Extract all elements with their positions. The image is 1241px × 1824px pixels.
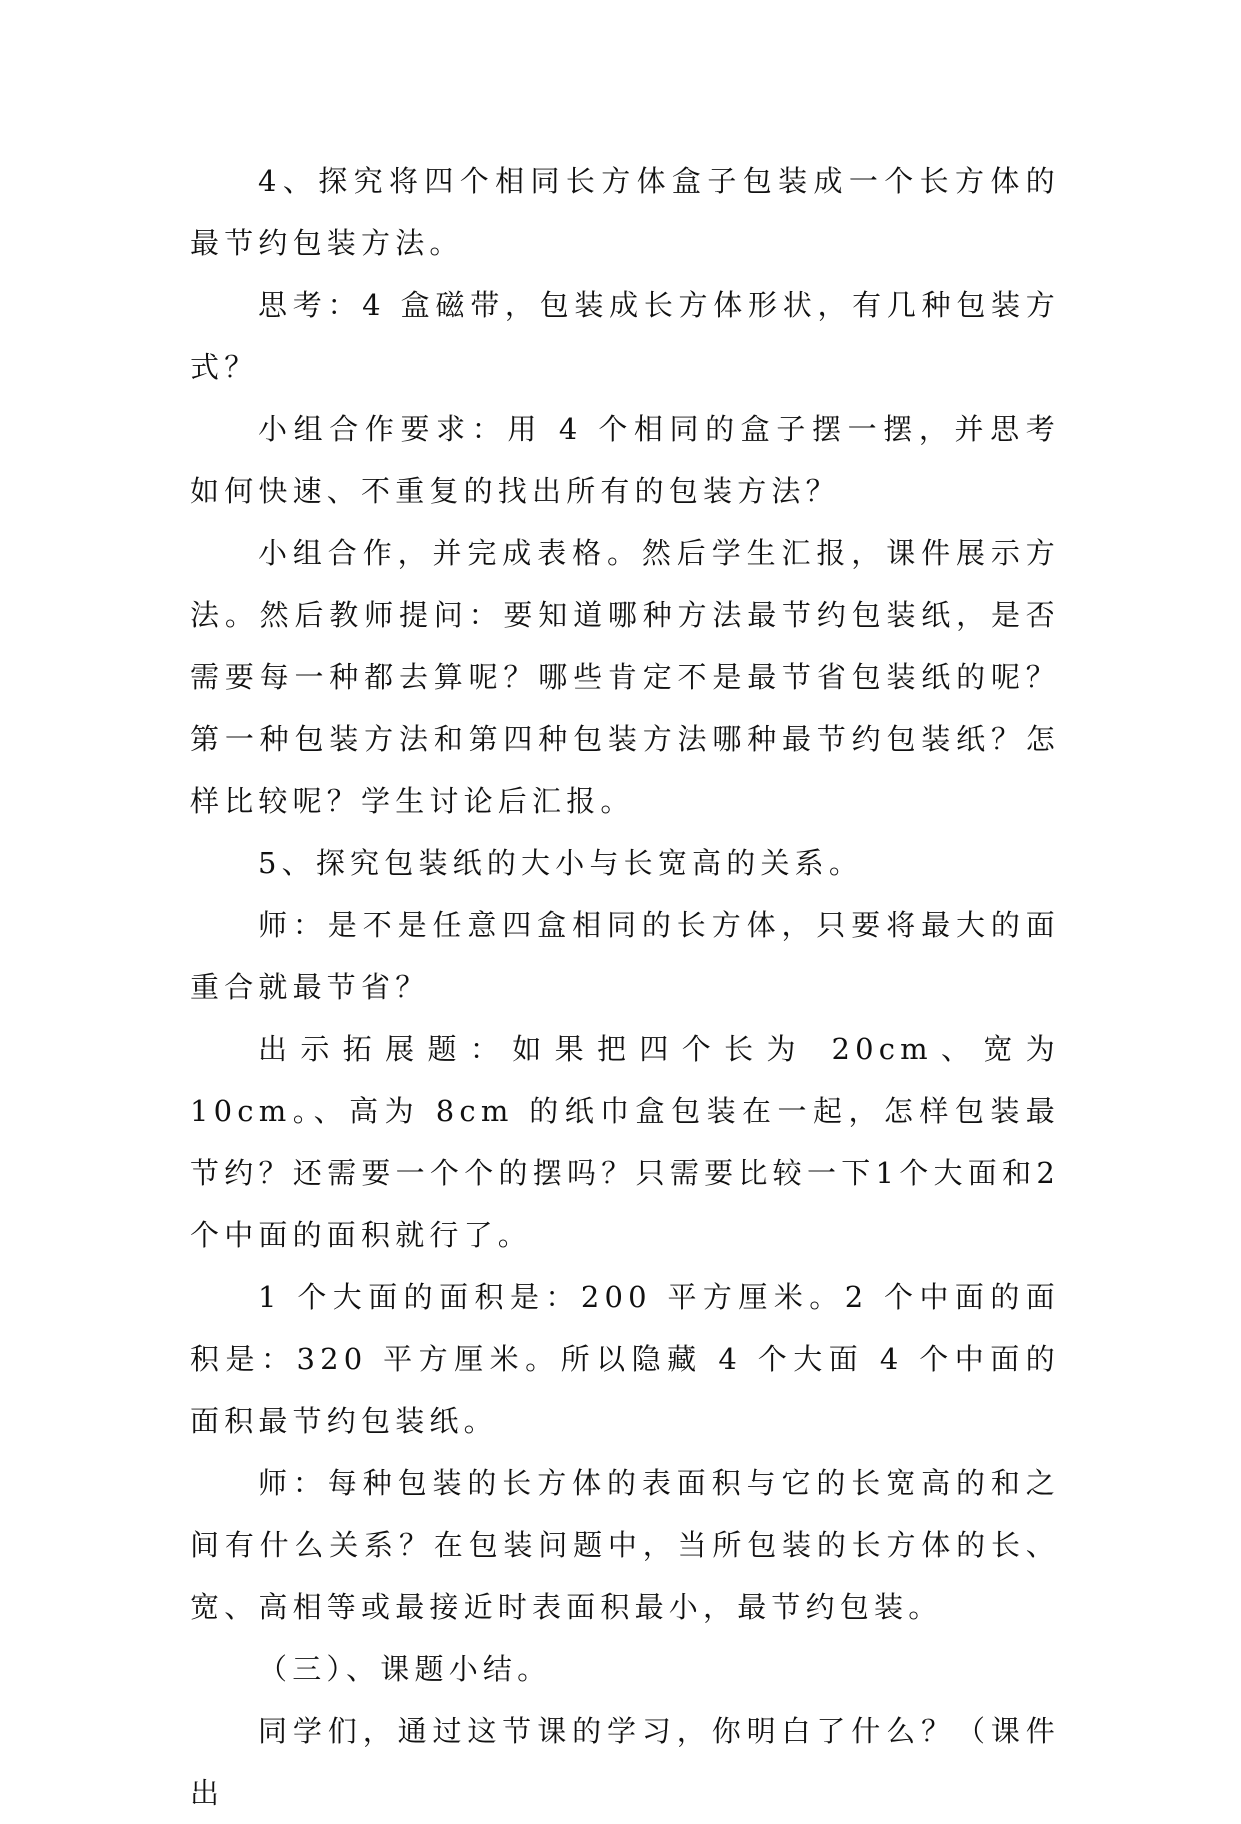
paragraph-summary-question: 同学们，通过这节课的学习，你明白了什么？（课件出 bbox=[190, 1714, 1060, 1810]
paragraph-section-summary-heading: （三）、课题小结。 bbox=[258, 1652, 552, 1686]
paragraph-section-4-heading: 4、探究将四个相同长方体盒子包装成一个长方体的最节约包装方法。 bbox=[190, 164, 1060, 260]
paragraph-section-5-heading: 5、探究包装纸的大小与长宽高的关系。 bbox=[258, 846, 864, 880]
paragraph-area-calculation: 1 个大面的面积是：200 平方厘米。2 个中面的面积是：320 平方厘米。所以隐藏 4 个大面 4 个中面的面积最节约包装纸。 bbox=[190, 1280, 1060, 1438]
paragraph-teacher-question: 师：是不是任意四盒相同的长方体，只要将最大的面重合就最节省？ bbox=[190, 908, 1060, 1004]
paragraph-group-work: 小组合作，并完成表格。然后学生汇报，课件展示方法。然后教师提问：要知道哪种方法最节约包装纸，是否需要每一种都去算呢？哪些肯定不是最节省包装纸的呢？第一种包装方法和第四种包装方法哪种最节约包装纸？怎样比较呢？学生讨论后汇报。 bbox=[190, 536, 1060, 818]
paragraph-extension-problem: 出示拓展题：如果把四个长为 20cm、宽为 10cm。、高为 8cm 的纸巾盒包装在一起，怎样包装最节约？还需要一个个的摆吗？只需要比较一下1个大面和2个中面的面积就行了。 bbox=[190, 1032, 1060, 1252]
document-body bbox=[190, 150, 1060, 1824]
paragraph-think-question: 思考：4 盒磁带，包装成长方体形状，有几种包装方式？ bbox=[190, 288, 1060, 384]
paragraph-group-requirement: 小组合作要求：用 4 个相同的盒子摆一摆，并思考如何快速、不重复的找出所有的包装方法？ bbox=[190, 412, 1060, 508]
paragraph-teacher-conclusion: 师：每种包装的长方体的表面积与它的长宽高的和之间有什么关系？在包装问题中，当所包装的长方体的长、宽、高相等或最接近时表面积最小，最节约包装。 bbox=[190, 1466, 1060, 1624]
